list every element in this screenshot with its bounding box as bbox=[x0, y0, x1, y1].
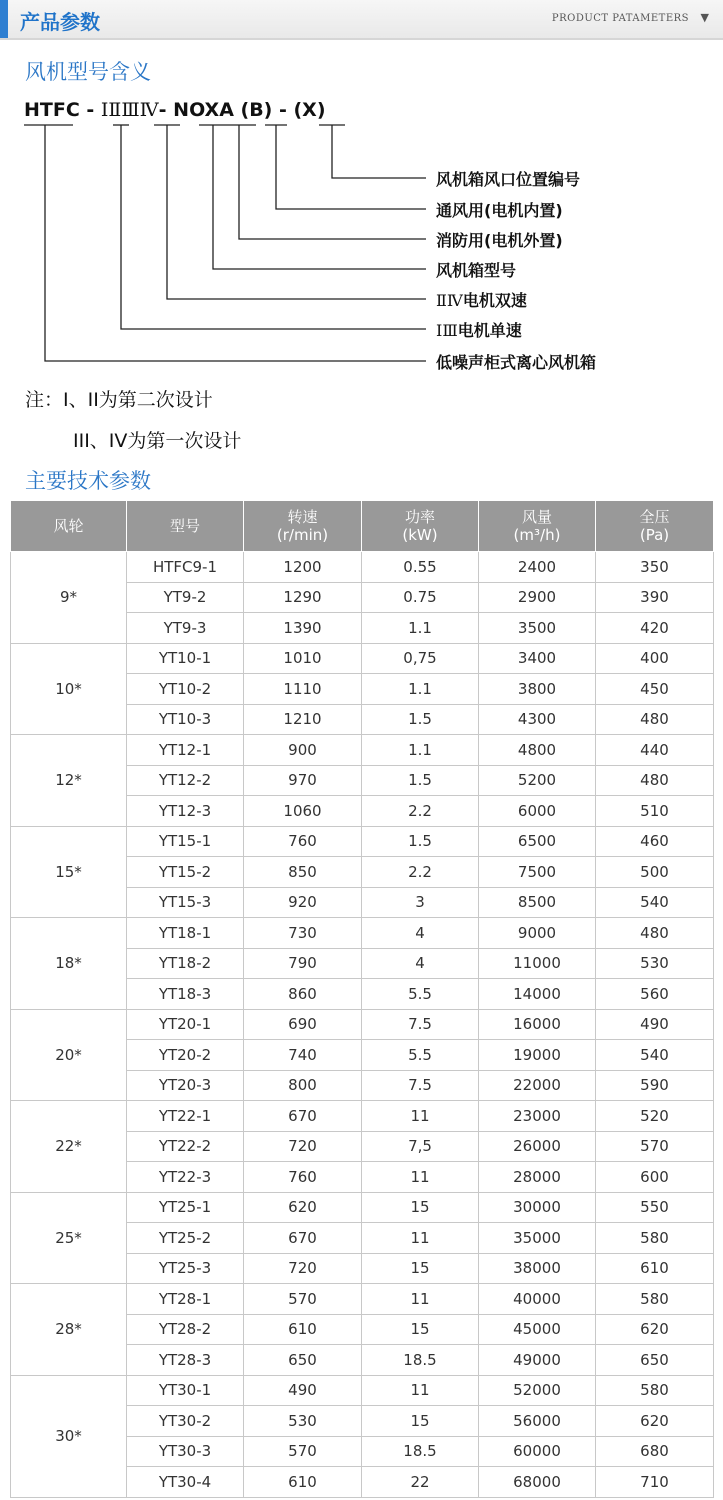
model-x: (X) bbox=[293, 99, 326, 121]
speed-cell: 620 bbox=[244, 1192, 362, 1223]
model-cell: YT12-3 bbox=[127, 796, 244, 827]
airflow-cell: 8500 bbox=[479, 887, 596, 918]
pressure-cell: 460 bbox=[596, 826, 714, 857]
power-cell: 4 bbox=[362, 948, 479, 979]
airflow-cell: 14000 bbox=[479, 979, 596, 1010]
meaning-ventilation: 通风用(电机内置) bbox=[436, 201, 563, 220]
airflow-cell: 26000 bbox=[479, 1131, 596, 1162]
airflow-cell: 19000 bbox=[479, 1040, 596, 1071]
wheel-cell: 25* bbox=[11, 1192, 127, 1284]
speed-cell: 1210 bbox=[244, 704, 362, 735]
pressure-cell: 490 bbox=[596, 1009, 714, 1040]
wheel-cell: 30* bbox=[11, 1375, 127, 1497]
power-cell: 15 bbox=[362, 1314, 479, 1345]
model-cell: YT15-2 bbox=[127, 857, 244, 888]
airflow-cell: 3500 bbox=[479, 613, 596, 644]
model-diagram-lines bbox=[0, 0, 723, 400]
pressure-cell: 540 bbox=[596, 887, 714, 918]
pressure-cell: 580 bbox=[596, 1375, 714, 1406]
power-cell: 15 bbox=[362, 1406, 479, 1437]
model-cell: YT9-2 bbox=[127, 582, 244, 613]
power-cell: 11 bbox=[362, 1375, 479, 1406]
header-power: 功率 (kW) bbox=[362, 501, 479, 552]
pressure-cell: 590 bbox=[596, 1070, 714, 1101]
airflow-cell: 3400 bbox=[479, 643, 596, 674]
model-cell: YT30-4 bbox=[127, 1467, 244, 1498]
airflow-cell: 3800 bbox=[479, 674, 596, 705]
speed-cell: 690 bbox=[244, 1009, 362, 1040]
speed-cell: 1010 bbox=[244, 643, 362, 674]
speed-cell: 1110 bbox=[244, 674, 362, 705]
airflow-cell: 2400 bbox=[479, 552, 596, 583]
pressure-cell: 680 bbox=[596, 1436, 714, 1467]
model-series: NOXA bbox=[173, 99, 234, 121]
model-cell: YT20-1 bbox=[127, 1009, 244, 1040]
airflow-cell: 7500 bbox=[479, 857, 596, 888]
model-meaning-title: 风机型号含义 bbox=[25, 60, 151, 84]
model-cell: YT18-2 bbox=[127, 948, 244, 979]
airflow-cell: 5200 bbox=[479, 765, 596, 796]
power-cell: 5.5 bbox=[362, 1040, 479, 1071]
airflow-cell: 60000 bbox=[479, 1436, 596, 1467]
pressure-cell: 480 bbox=[596, 765, 714, 796]
model-cell: HTFC9-1 bbox=[127, 552, 244, 583]
pressure-cell: 390 bbox=[596, 582, 714, 613]
model-cell: YT18-1 bbox=[127, 918, 244, 949]
power-cell: 3 bbox=[362, 887, 479, 918]
pressure-cell: 350 bbox=[596, 552, 714, 583]
wheel-cell: 18* bbox=[11, 918, 127, 1010]
model-cell: YT28-2 bbox=[127, 1314, 244, 1345]
speed-cell: 760 bbox=[244, 826, 362, 857]
pressure-cell: 610 bbox=[596, 1253, 714, 1284]
wheel-cell: 22* bbox=[11, 1101, 127, 1193]
model-cell: YT9-3 bbox=[127, 613, 244, 644]
model-cell: YT15-1 bbox=[127, 826, 244, 857]
airflow-cell: 16000 bbox=[479, 1009, 596, 1040]
triangle-down-icon: ▼ bbox=[700, 11, 709, 24]
model-cell: YT12-2 bbox=[127, 765, 244, 796]
power-cell: 11 bbox=[362, 1101, 479, 1132]
airflow-cell: 4800 bbox=[479, 735, 596, 766]
model-b: (B) bbox=[233, 99, 273, 121]
model-base: HTFC bbox=[24, 99, 80, 121]
airflow-cell: 6500 bbox=[479, 826, 596, 857]
model-cell: YT10-2 bbox=[127, 674, 244, 705]
power-cell: 2.2 bbox=[362, 857, 479, 888]
model-cell: YT25-3 bbox=[127, 1253, 244, 1284]
table-row bbox=[11, 1284, 714, 1315]
speed-cell: 1060 bbox=[244, 796, 362, 827]
pressure-cell: 650 bbox=[596, 1345, 714, 1376]
power-cell: 4 bbox=[362, 918, 479, 949]
power-cell: 2.2 bbox=[362, 796, 479, 827]
wheel-cell: 10* bbox=[11, 643, 127, 735]
header-airflow: 风量 (m³/h) bbox=[479, 501, 596, 552]
table-row bbox=[11, 918, 714, 949]
pressure-cell: 620 bbox=[596, 1406, 714, 1437]
table-row bbox=[11, 643, 714, 674]
pressure-cell: 710 bbox=[596, 1467, 714, 1498]
note-line-1: 注：I、II为第二次设计 bbox=[25, 389, 213, 411]
pressure-cell: 450 bbox=[596, 674, 714, 705]
power-cell: 22 bbox=[362, 1467, 479, 1498]
model-cell: YT15-3 bbox=[127, 887, 244, 918]
speed-cell: 970 bbox=[244, 765, 362, 796]
pressure-cell: 580 bbox=[596, 1223, 714, 1254]
power-cell: 11 bbox=[362, 1223, 479, 1254]
airflow-cell: 28000 bbox=[479, 1162, 596, 1193]
header-model: 型号 bbox=[127, 501, 244, 552]
speed-cell: 730 bbox=[244, 918, 362, 949]
model-sep: - bbox=[158, 99, 174, 121]
power-cell: 1.5 bbox=[362, 765, 479, 796]
model-sep: - bbox=[79, 99, 101, 121]
pressure-cell: 440 bbox=[596, 735, 714, 766]
pressure-cell: 500 bbox=[596, 857, 714, 888]
model-sep: - bbox=[272, 99, 294, 121]
model-cell: YT30-2 bbox=[127, 1406, 244, 1437]
header-wheel: 风轮 bbox=[11, 501, 127, 552]
power-cell: 1.1 bbox=[362, 613, 479, 644]
model-cell: YT25-2 bbox=[127, 1223, 244, 1254]
wheel-cell: 28* bbox=[11, 1284, 127, 1376]
speed-cell: 720 bbox=[244, 1131, 362, 1162]
airflow-cell: 4300 bbox=[479, 704, 596, 735]
pressure-cell: 480 bbox=[596, 918, 714, 949]
table-row bbox=[11, 1009, 714, 1040]
wheel-cell: 9* bbox=[11, 552, 127, 644]
wheel-cell: 20* bbox=[11, 1009, 127, 1101]
meaning-outlet-position: 风机箱风口位置编号 bbox=[436, 170, 581, 189]
tech-params-title: 主要技术参数 bbox=[25, 469, 151, 493]
airflow-cell: 30000 bbox=[479, 1192, 596, 1223]
pressure-cell: 530 bbox=[596, 948, 714, 979]
airflow-cell: 52000 bbox=[479, 1375, 596, 1406]
power-cell: 11 bbox=[362, 1162, 479, 1193]
power-cell: 0.55 bbox=[362, 552, 479, 583]
table-header-row bbox=[11, 501, 714, 552]
airflow-cell: 23000 bbox=[479, 1101, 596, 1132]
airflow-cell: 49000 bbox=[479, 1345, 596, 1376]
pressure-cell: 520 bbox=[596, 1101, 714, 1132]
speed-cell: 570 bbox=[244, 1436, 362, 1467]
model-cell: YT22-2 bbox=[127, 1131, 244, 1162]
airflow-cell: 22000 bbox=[479, 1070, 596, 1101]
table-row bbox=[11, 735, 714, 766]
model-cell: YT28-3 bbox=[127, 1345, 244, 1376]
airflow-cell: 6000 bbox=[479, 796, 596, 827]
speed-cell: 790 bbox=[244, 948, 362, 979]
power-cell: 18.5 bbox=[362, 1436, 479, 1467]
header-subtitle: PRODUCT PATAMETERS bbox=[551, 13, 689, 24]
power-cell: 7,5 bbox=[362, 1131, 479, 1162]
airflow-cell: 9000 bbox=[479, 918, 596, 949]
table-row bbox=[11, 552, 714, 583]
power-cell: 0,75 bbox=[362, 643, 479, 674]
model-cell: YT12-1 bbox=[127, 735, 244, 766]
speed-cell: 670 bbox=[244, 1223, 362, 1254]
model-cell: YT30-1 bbox=[127, 1375, 244, 1406]
params-table bbox=[10, 500, 714, 1498]
power-cell: 7.5 bbox=[362, 1070, 479, 1101]
speed-cell: 720 bbox=[244, 1253, 362, 1284]
pressure-cell: 540 bbox=[596, 1040, 714, 1071]
pressure-cell: 480 bbox=[596, 704, 714, 735]
airflow-cell: 11000 bbox=[479, 948, 596, 979]
power-cell: 5.5 bbox=[362, 979, 479, 1010]
power-cell: 0.75 bbox=[362, 582, 479, 613]
wheel-cell: 15* bbox=[11, 826, 127, 918]
speed-cell: 900 bbox=[244, 735, 362, 766]
speed-cell: 570 bbox=[244, 1284, 362, 1315]
power-cell: 1.5 bbox=[362, 826, 479, 857]
model-cell: YT25-1 bbox=[127, 1192, 244, 1223]
pressure-cell: 420 bbox=[596, 613, 714, 644]
meaning-fan-box: 低噪声柜式离心风机箱 bbox=[436, 353, 597, 372]
airflow-cell: 38000 bbox=[479, 1253, 596, 1284]
airflow-cell: 35000 bbox=[479, 1223, 596, 1254]
speed-cell: 490 bbox=[244, 1375, 362, 1406]
speed-cell: 740 bbox=[244, 1040, 362, 1071]
header-pressure: 全压 (Pa) bbox=[596, 501, 714, 552]
speed-cell: 1390 bbox=[244, 613, 362, 644]
model-cell: YT10-1 bbox=[127, 643, 244, 674]
power-cell: 18.5 bbox=[362, 1345, 479, 1376]
table-row bbox=[11, 1101, 714, 1132]
pressure-cell: 400 bbox=[596, 643, 714, 674]
power-cell: 1.1 bbox=[362, 674, 479, 705]
speed-cell: 920 bbox=[244, 887, 362, 918]
power-cell: 1.5 bbox=[362, 704, 479, 735]
model-roman: ⅠⅡⅢⅣ bbox=[100, 99, 159, 121]
airflow-cell: 45000 bbox=[479, 1314, 596, 1345]
model-cell: YT20-2 bbox=[127, 1040, 244, 1071]
meaning-single-speed: ⅠⅢ电机单速 bbox=[436, 321, 522, 340]
model-cell: YT30-3 bbox=[127, 1436, 244, 1467]
speed-cell: 650 bbox=[244, 1345, 362, 1376]
airflow-cell: 68000 bbox=[479, 1467, 596, 1498]
model-cell: YT28-1 bbox=[127, 1284, 244, 1315]
speed-cell: 800 bbox=[244, 1070, 362, 1101]
model-cell: YT22-3 bbox=[127, 1162, 244, 1193]
params-table-body bbox=[11, 552, 714, 1498]
table-row bbox=[11, 1375, 714, 1406]
header-speed: 转速 (r/min) bbox=[244, 501, 362, 552]
speed-cell: 1200 bbox=[244, 552, 362, 583]
note-line-2: III、IV为第一次设计 bbox=[73, 430, 242, 452]
pressure-cell: 570 bbox=[596, 1131, 714, 1162]
pressure-cell: 580 bbox=[596, 1284, 714, 1315]
meaning-dual-speed: ⅡⅣ电机双速 bbox=[436, 291, 527, 310]
pressure-cell: 510 bbox=[596, 796, 714, 827]
model-cell: YT22-1 bbox=[127, 1101, 244, 1132]
airflow-cell: 40000 bbox=[479, 1284, 596, 1315]
power-cell: 11 bbox=[362, 1284, 479, 1315]
speed-cell: 860 bbox=[244, 979, 362, 1010]
meaning-box-model: 风机箱型号 bbox=[436, 261, 517, 280]
header-title: 产品参数 bbox=[20, 10, 100, 34]
airflow-cell: 56000 bbox=[479, 1406, 596, 1437]
pressure-cell: 560 bbox=[596, 979, 714, 1010]
speed-cell: 670 bbox=[244, 1101, 362, 1132]
model-cell: YT20-3 bbox=[127, 1070, 244, 1101]
speed-cell: 850 bbox=[244, 857, 362, 888]
speed-cell: 760 bbox=[244, 1162, 362, 1193]
power-cell: 15 bbox=[362, 1253, 479, 1284]
pressure-cell: 620 bbox=[596, 1314, 714, 1345]
power-cell: 15 bbox=[362, 1192, 479, 1223]
speed-cell: 610 bbox=[244, 1314, 362, 1345]
model-cell: YT10-3 bbox=[127, 704, 244, 735]
pressure-cell: 600 bbox=[596, 1162, 714, 1193]
speed-cell: 530 bbox=[244, 1406, 362, 1437]
wheel-cell: 12* bbox=[11, 735, 127, 827]
airflow-cell: 2900 bbox=[479, 582, 596, 613]
power-cell: 7.5 bbox=[362, 1009, 479, 1040]
model-cell: YT18-3 bbox=[127, 979, 244, 1010]
speed-cell: 1290 bbox=[244, 582, 362, 613]
meaning-fire: 消防用(电机外置) bbox=[436, 231, 563, 250]
power-cell: 1.1 bbox=[362, 735, 479, 766]
pressure-cell: 550 bbox=[596, 1192, 714, 1223]
table-row bbox=[11, 1192, 714, 1223]
speed-cell: 610 bbox=[244, 1467, 362, 1498]
table-row bbox=[11, 826, 714, 857]
